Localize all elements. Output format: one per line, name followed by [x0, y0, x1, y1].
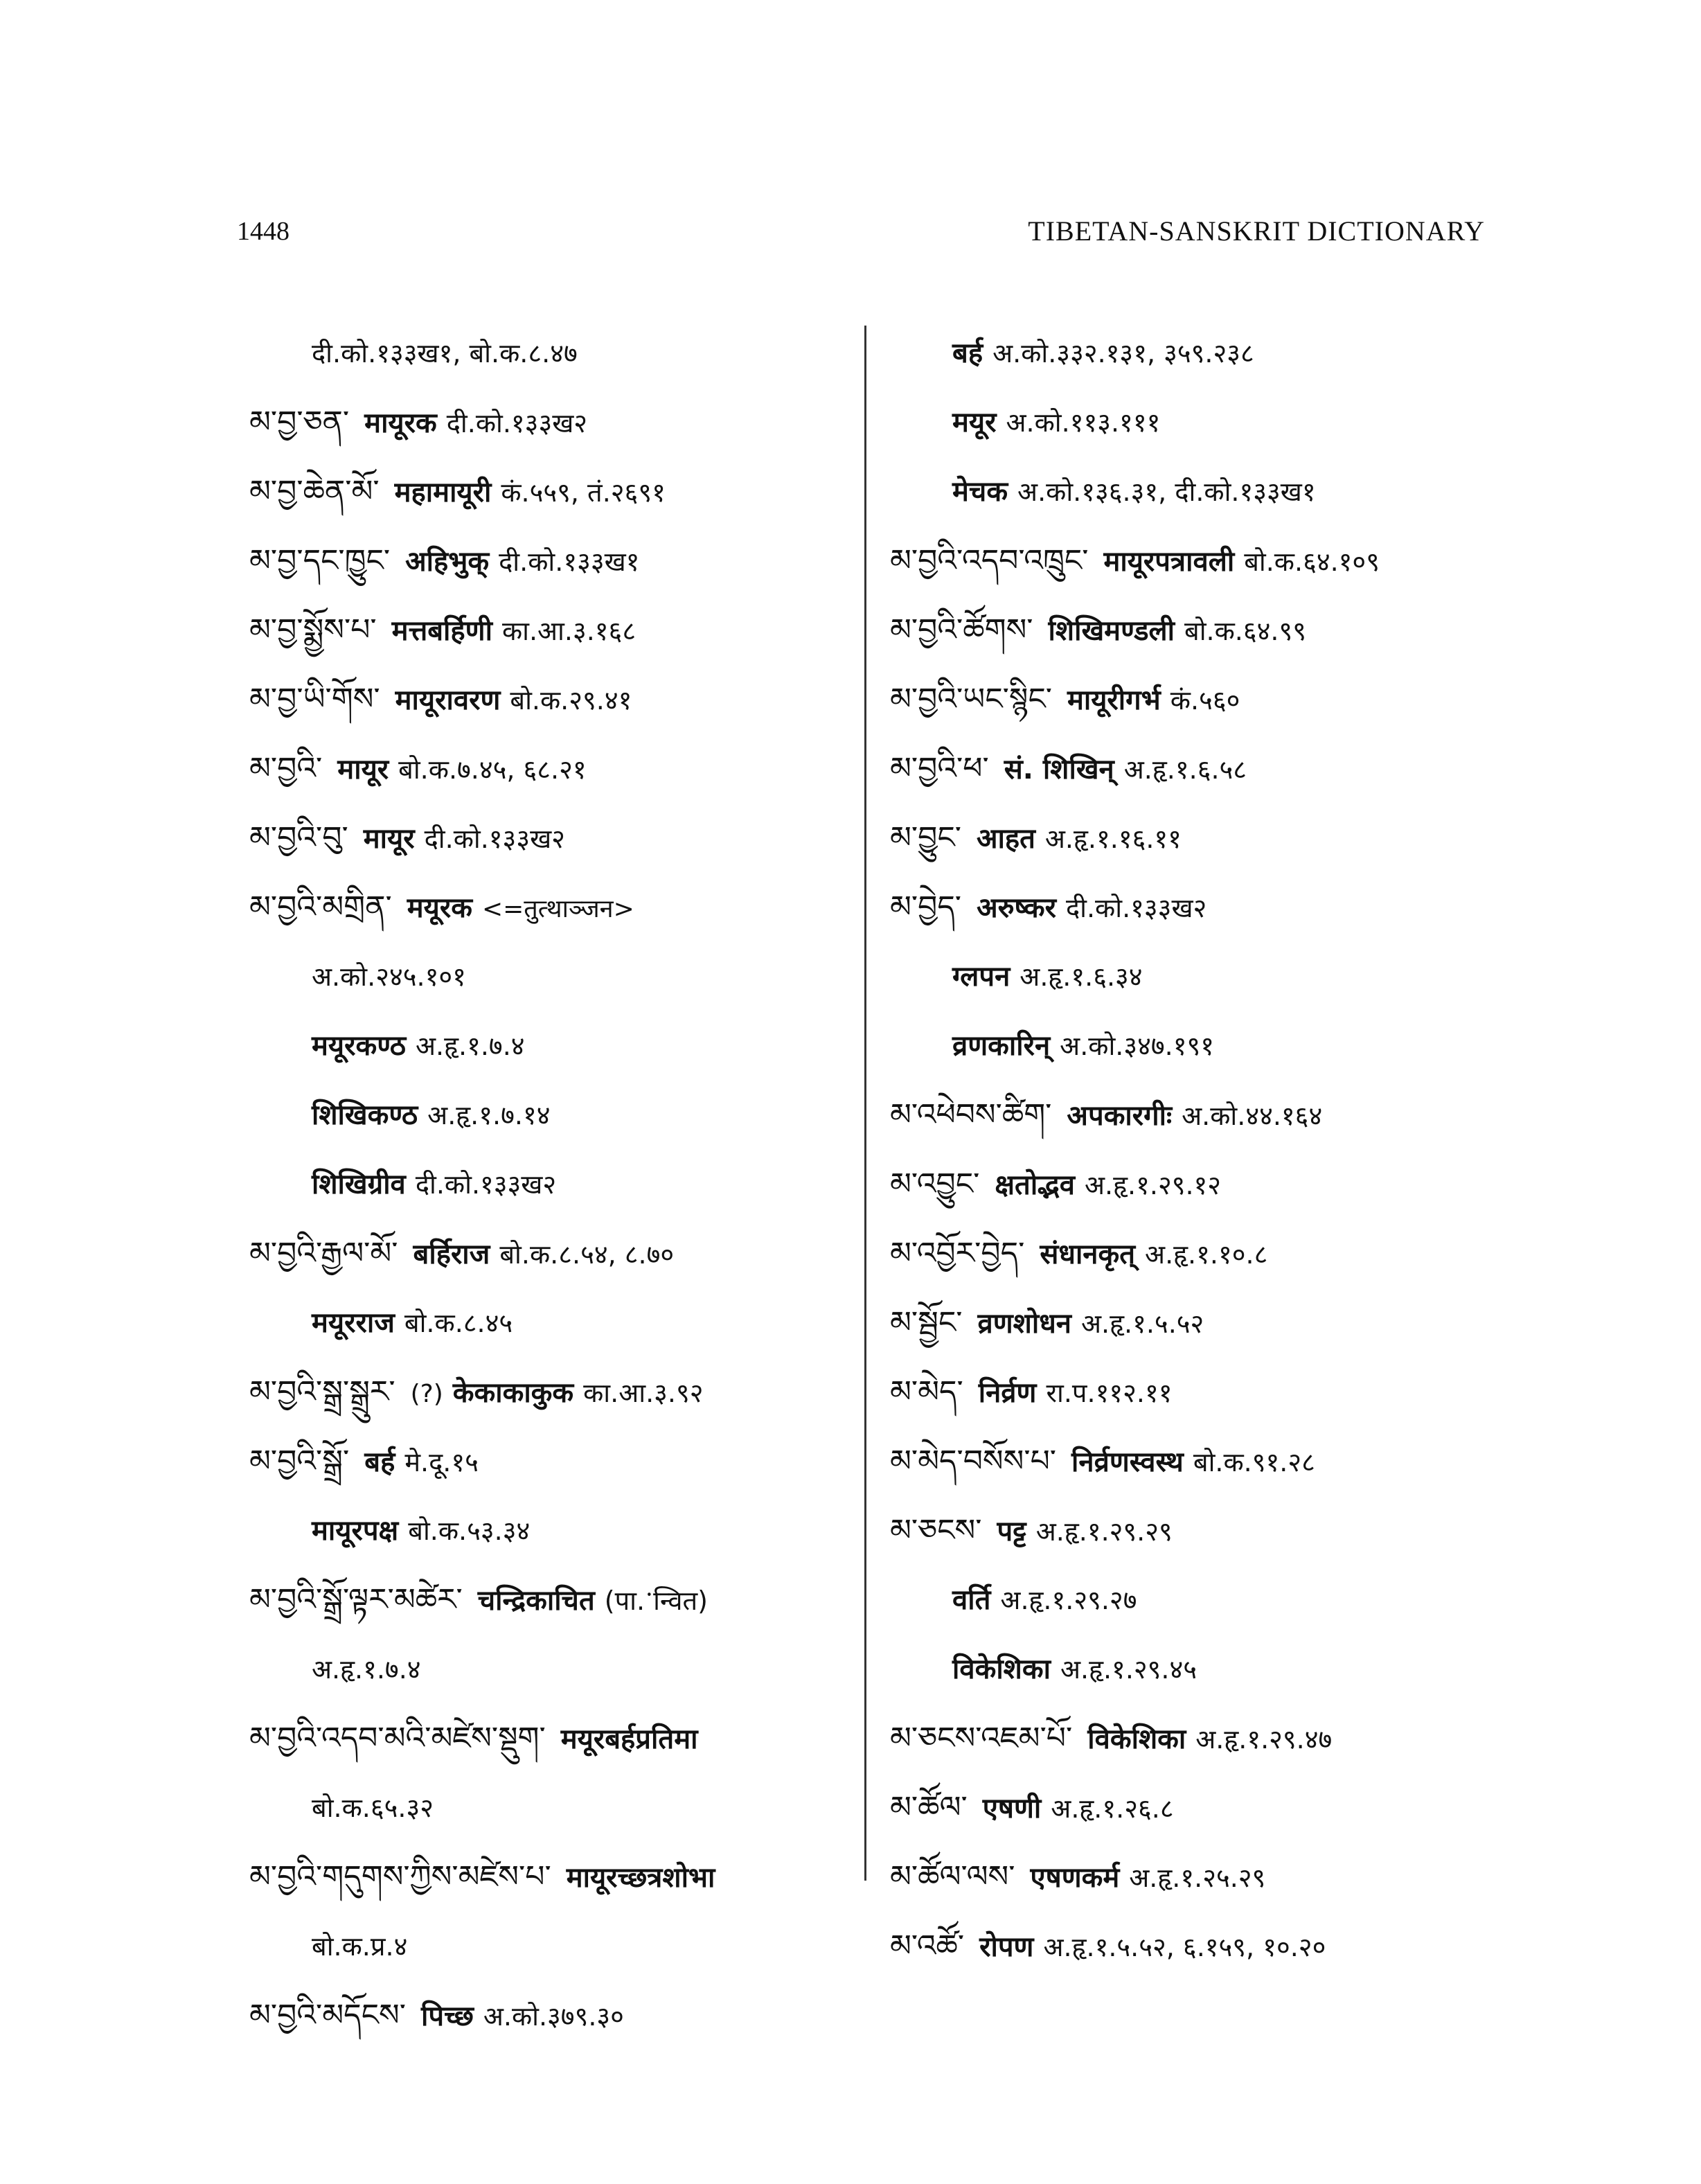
source-reference: बो.क.६४.१०९: [1244, 547, 1380, 577]
source-reference: अ.को.३७९.३०: [483, 2001, 624, 2032]
source-reference: अ.को.११३.१११: [1006, 407, 1161, 438]
sanskrit-equivalent: मयूरक: [407, 892, 472, 924]
entry-continuation: [249, 1912, 859, 1981]
dictionary-entry: [890, 1427, 1513, 1496]
source-reference: दी.को.१३३ख२: [424, 824, 565, 854]
entry-continuation: [249, 319, 859, 388]
source-reference: बो.क.प्र.४: [312, 1931, 408, 1962]
source-reference: बो.क.९१.२८: [1193, 1447, 1315, 1477]
sanskrit-equivalent: मयूरबर्हप्रतिमा: [560, 1723, 698, 1755]
tibetan-headword: མ་བྱའི་སྒྲོ་: [249, 1444, 350, 1479]
sanskrit-equivalent: केकाकाकुक: [452, 1377, 574, 1409]
sanskrit-equivalent: अहिभुक्: [405, 546, 490, 578]
sanskrit-equivalent: सं. शिखिन्: [1004, 754, 1114, 785]
tibetan-headword: མ་མེད་: [890, 1374, 963, 1410]
tibetan-headword: མ་མེད་བསོས་པ་: [890, 1444, 1057, 1479]
source-reference: अ.हृ.१.७.४: [312, 1654, 421, 1685]
dictionary-entry: [890, 596, 1513, 665]
dictionary-entry: [249, 873, 859, 942]
source-reference: दी.को.१३३ख१, बो.क.८.४७: [312, 338, 578, 369]
entry-continuation: [249, 1773, 859, 1843]
sanskrit-equivalent: मत्तबर्हिणी: [391, 615, 492, 647]
sanskrit-equivalent: व्रणकारिन्: [952, 1030, 1051, 1062]
source-reference: मे.दू.१५: [404, 1447, 479, 1477]
tibetan-headword: མ་ཚོལ་ལས་: [890, 1859, 1015, 1894]
tibetan-headword: མ་འབྱུང་: [890, 1166, 980, 1202]
source-reference: अ.हृ.१.२९.४७: [1195, 1724, 1333, 1755]
sanskrit-equivalent: मायूर: [363, 823, 415, 855]
sub-entry: [890, 457, 1513, 526]
tibetan-headword: མ་བྱའི་སྒྲོ་ལྟར་མཚེར་: [249, 1582, 463, 1617]
running-header: TIBETAN-SANSKRIT DICTIONARY: [1028, 215, 1485, 247]
entry-note: <=तुत्थाञ्जन>: [481, 895, 634, 923]
dictionary-entry: [890, 1843, 1513, 1912]
sanskrit-equivalent: मयूर: [952, 407, 997, 438]
right-column: [890, 319, 1513, 1981]
sanskrit-equivalent: मायूरच्छत्रशोभा: [566, 1862, 715, 1894]
sanskrit-equivalent: निर्व्रणस्वस्थ: [1071, 1446, 1184, 1478]
source-reference: बो.क.८.५४, ८.७०: [499, 1239, 675, 1270]
tibetan-headword: མ་བྱ་ཆེན་མོ་: [249, 474, 380, 509]
dictionary-entry: [249, 1843, 859, 1912]
sanskrit-equivalent: चन्द्रिकाचित: [477, 1585, 595, 1617]
tibetan-headword: མ་བྱའི་མདོངས་: [249, 1998, 406, 2033]
source-reference: दी.को.१३३ख२: [1065, 893, 1207, 923]
sub-entry: [890, 1011, 1513, 1081]
source-reference: बो.क.८.४५: [404, 1308, 513, 1338]
sub-entry: [249, 1081, 859, 1150]
source-reference: अ.हृ.१.२९.२९: [1035, 1516, 1173, 1547]
source-reference: अ.को.१३६.३१, दी.को.१३३ख१: [1017, 477, 1316, 507]
source-reference: अ.हृ.१.६.३४: [1019, 961, 1143, 992]
dictionary-entry: [890, 1150, 1513, 1219]
sub-entry: [890, 942, 1513, 1011]
sanskrit-equivalent: संधानकृत्: [1040, 1239, 1136, 1270]
tibetan-headword: མ་བྱའི་ཕ་: [890, 751, 989, 786]
sanskrit-equivalent: पिच्छ: [420, 2000, 474, 2032]
source-reference: अ.हृ.१.७.१४: [427, 1100, 551, 1130]
dictionary-entry: [890, 526, 1513, 596]
sub-entry: [890, 388, 1513, 457]
tibetan-headword: མ་བྱའི་ཡང་སྙིང་: [890, 682, 1052, 717]
source-reference: कं.५६०: [1170, 685, 1240, 716]
sanskrit-equivalent: बर्ह: [364, 1446, 395, 1478]
tibetan-headword: མ་འཕེབས་ཚིག་: [890, 1097, 1052, 1133]
tibetan-headword: མ་ཅངས་འཇམ་པོ་: [890, 1721, 1073, 1756]
tibetan-headword: མ་བྱ་ཡི་གོས་: [249, 682, 380, 717]
dictionary-entry: [890, 665, 1513, 734]
dictionary-entry: [249, 804, 859, 873]
sanskrit-equivalent: बर्ह: [952, 337, 983, 369]
source-reference: अ.को.२४५.१०१: [312, 961, 466, 992]
left-column: [249, 319, 859, 2050]
dictionary-entry: [249, 596, 859, 665]
column-divider: [864, 326, 866, 1881]
source-reference: दी.को.१३३ख२: [415, 1169, 557, 1200]
source-reference: अ.हृ.१.१०.८: [1145, 1239, 1268, 1270]
sub-entry: [890, 1635, 1513, 1704]
source-reference: अ.हृ.१.६.५८: [1123, 754, 1247, 785]
sanskrit-equivalent: मयूरराज: [312, 1307, 395, 1339]
sanskrit-equivalent: मायूरीगर्भ: [1067, 684, 1161, 716]
dictionary-entry: [249, 457, 859, 526]
tibetan-headword: མ་བྱའི་རྒྱལ་མོ་: [249, 1236, 398, 1271]
dictionary-entry: [249, 526, 859, 596]
sub-entry: [249, 1011, 859, 1081]
sanskrit-equivalent: मायूरपत्रावली: [1103, 546, 1235, 578]
sanskrit-equivalent: अपकारगीः: [1067, 1100, 1173, 1132]
dictionary-entry: [890, 734, 1513, 804]
dictionary-entry: [890, 1496, 1513, 1565]
tibetan-headword: མ་བྱའི་བུ་: [249, 820, 348, 855]
dictionary-entry: [890, 804, 1513, 873]
dictionary-entry: [890, 1358, 1513, 1427]
source-reference: का.आ.३.१६८: [501, 616, 636, 646]
tibetan-headword: མ་བྱེད་: [890, 889, 962, 925]
sanskrit-equivalent: मायूरावरण: [395, 684, 501, 716]
tibetan-headword: མ་བྱའི་གདུགས་ཀྱིས་མཛེས་པ་: [249, 1859, 551, 1894]
source-reference: अ.हृ.१.५.५२: [1081, 1308, 1204, 1339]
tibetan-headword: མ་བྱའི་སྒྲ་སྒྲུར་: [249, 1374, 395, 1410]
sanskrit-equivalent: मयूरकण्ठ: [312, 1030, 406, 1062]
dictionary-entry: [249, 734, 859, 804]
sanskrit-equivalent: पट्ट: [997, 1516, 1026, 1547]
source-reference: बो.क.२९.४१: [510, 685, 632, 716]
sanskrit-equivalent: एषणी: [982, 1793, 1042, 1825]
sanskrit-equivalent: मायूरक: [364, 407, 437, 439]
sanskrit-equivalent: बर्हिराज: [413, 1239, 490, 1270]
source-reference: अ.को.४४.१६४: [1182, 1101, 1323, 1131]
tibetan-headword: མ་ཅངས་: [890, 1513, 982, 1548]
sanskrit-equivalent: विकेशिका: [1087, 1723, 1186, 1755]
source-reference: दी.को.१३३ख२: [446, 408, 588, 438]
sanskrit-equivalent: क्षतोद्भव: [995, 1169, 1076, 1201]
sub-entry: [249, 1288, 859, 1358]
source-reference: अ.हृ.१.५.५२, ६.१५९, १०.२०: [1043, 1932, 1326, 1962]
tibetan-headword: མ་བྱུང་: [890, 820, 961, 855]
sanskrit-equivalent: ग्लपन: [952, 961, 1010, 993]
sanskrit-equivalent: विकेशिका: [952, 1653, 1051, 1685]
dictionary-entry: [890, 1081, 1513, 1150]
source-reference: दी.को.१३३ख१: [499, 547, 640, 577]
source-reference: कं.५५९, तं.२६९१: [501, 477, 666, 508]
source-reference: अ.हृ.१.२९.२७: [1000, 1585, 1137, 1615]
source-reference: अ.हृ.१.२६.८: [1051, 1793, 1174, 1824]
source-reference: का.आ.३.९२: [583, 1378, 704, 1408]
dictionary-entry: [890, 1288, 1513, 1358]
dictionary-entry: [249, 1219, 859, 1288]
dictionary-entry: [890, 873, 1513, 942]
page-number: 1448: [237, 217, 290, 246]
sanskrit-equivalent: एषणकर्म: [1030, 1862, 1120, 1894]
dictionary-entry: [249, 1565, 859, 1635]
dictionary-entry: [890, 1912, 1513, 1981]
sanskrit-equivalent: शिखिग्रीव: [312, 1169, 406, 1200]
tibetan-headword: མ་བྱའི་མགྲིན་: [249, 889, 392, 925]
sub-entry: [249, 1150, 859, 1219]
tibetan-headword: མ་བྱའི་ཚོགས་: [890, 612, 1033, 648]
entry-note: (?): [410, 1380, 443, 1408]
tibetan-headword: མ་བྱའི་: [249, 751, 323, 786]
source-reference: बो.क.७.४५, ६८.२१: [398, 754, 587, 785]
dictionary-entry: [890, 1219, 1513, 1288]
sanskrit-equivalent: मायूरपक्ष: [312, 1515, 399, 1547]
sub-entry: [890, 1565, 1513, 1635]
tibetan-headword: མ་བྱ་སྨྱོས་པ་: [249, 612, 377, 648]
dictionary-entry: [249, 1704, 859, 1773]
sanskrit-equivalent: शिखिमण्डली: [1048, 615, 1175, 647]
dictionary-entry: [249, 1358, 859, 1427]
source-reference: अ.हृ.१.२५.२९: [1129, 1863, 1266, 1893]
source-reference: बो.क.६४.९९: [1184, 616, 1307, 646]
source-reference: (पा.ॱन्वित): [604, 1586, 708, 1616]
sanskrit-equivalent: वर्ति: [952, 1584, 991, 1616]
source-reference: अ.को.३४७.१९१: [1060, 1031, 1215, 1061]
sanskrit-equivalent: मेचक: [952, 476, 1008, 508]
tibetan-headword: མ་བྱ་དང་ཁྱུང་: [249, 543, 391, 578]
dictionary-entry: [890, 1704, 1513, 1773]
dictionary-entry: [890, 1773, 1513, 1843]
sanskrit-equivalent: रोपण: [979, 1931, 1034, 1963]
tibetan-headword: མ་ཚོལ་: [890, 1790, 968, 1825]
tibetan-headword: མ་འཚོ་: [890, 1928, 965, 1964]
tibetan-headword: མ་སྦྱོང་: [890, 1305, 963, 1340]
tibetan-headword: མ་འབྱོར་བྱེད་: [890, 1236, 1025, 1271]
source-reference: रा.प.११२.११: [1046, 1378, 1173, 1408]
source-reference: अ.हृ.१.२९.४५: [1060, 1654, 1197, 1685]
source-reference: बो.क.६५.३२: [312, 1793, 434, 1823]
tibetan-headword: མ་བྱའི་འདབ་མའི་མཛེས་སྡུག་: [249, 1721, 546, 1756]
source-reference: अ.को.३३२.१३१, ३५९.२३८: [992, 338, 1254, 369]
source-reference: बो.क.५३.३४: [408, 1516, 531, 1546]
entry-continuation: [249, 942, 859, 1011]
sanskrit-equivalent: महामायूरी: [394, 477, 492, 508]
sanskrit-equivalent: अरुष्कर: [977, 892, 1056, 924]
sub-entry: [249, 1496, 859, 1565]
dictionary-entry: [249, 388, 859, 457]
entry-continuation: [249, 1635, 859, 1704]
sub-entry: [890, 319, 1513, 388]
tibetan-headword: མ་བྱ་ཅན་: [249, 405, 350, 440]
sanskrit-equivalent: शिखिकण्ठ: [312, 1099, 418, 1131]
source-reference: अ.हृ.१.७.४: [416, 1031, 525, 1061]
sanskrit-equivalent: निर्व्रण: [978, 1377, 1037, 1409]
tibetan-headword: མ་བྱའི་འདབ་འཁྲུང་: [890, 543, 1089, 578]
sanskrit-equivalent: मायूर: [337, 754, 389, 785]
dictionary-entry: [249, 665, 859, 734]
dictionary-entry: [249, 1427, 859, 1496]
sanskrit-equivalent: व्रणशोधन: [977, 1308, 1071, 1340]
sanskrit-equivalent: आहत: [976, 823, 1035, 855]
source-reference: अ.हृ.१.१६.११: [1044, 824, 1182, 854]
dictionary-entry: [249, 1981, 859, 2050]
source-reference: अ.हृ.१.२९.१२: [1085, 1170, 1222, 1200]
